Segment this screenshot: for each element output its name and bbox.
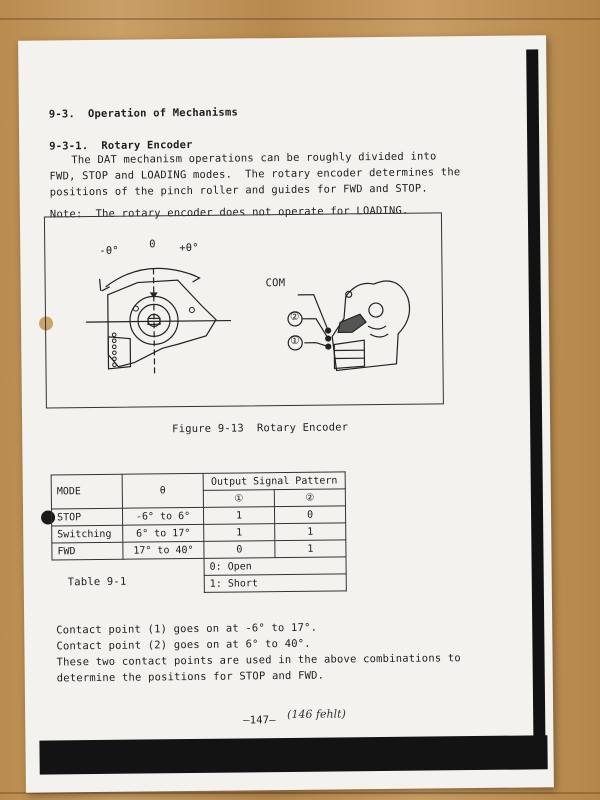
encoder-contact-view [288,281,411,371]
row-c2: 1 [275,523,346,541]
contact-1-label: ① [290,334,300,347]
subsection-heading: 9-3-1. Rotary Encoder [49,138,193,153]
document-page [18,35,554,792]
page-number: —147— [243,714,276,727]
figure-caption: Figure 9-13 Rotary Encoder [172,421,349,436]
section-heading: 9-3. Operation of Mechanisms [48,106,239,121]
pointer-icon [150,292,158,298]
legend-short: 1: Short [204,574,346,592]
row-range: -6° to 6° [122,507,203,525]
contact-2-label: ② [289,310,300,323]
header-contact-2: ② [274,489,345,507]
note-text: Note: The rotary encoder does not operate for LOADING. [49,204,409,221]
header-theta: θ [122,473,203,508]
contact-line-4: determine the positions for STOP and FWD. [56,669,325,685]
contact-line-2: Contact point (2) goes on at 6° to 40°. [56,637,311,653]
header-mode: MODE [51,474,122,509]
figure-frame [44,212,444,408]
contact-line-3: These two contact points are used in the above combinations to [56,652,461,669]
angle-zero-label: 0 [149,238,156,251]
row-range: 6° to 17° [123,524,204,542]
header-contact-1: ① [203,490,274,508]
row-c2: 0 [274,506,345,524]
rotary-encoder-diagram [45,213,443,407]
row-c1: 1 [203,507,274,525]
footer-bar [39,735,547,774]
encoder-front-view [85,268,231,378]
legend-open: 0: Open [204,557,346,575]
row-range: 17° to 40° [123,541,204,559]
binding-strip [526,49,545,751]
body-line-3: positions of the pinch roller and guides for FWD and STOP. [49,182,428,199]
row-mode: FWD [52,542,123,560]
angle-neg-label: -θ° [99,244,119,257]
handwritten-note: (146 fehlt) [287,707,346,722]
contact-line-1: Contact point (1) goes on at -6° to 17°. [56,621,318,637]
body-line-1: The DAT mechanism operations can be roughly divided into [71,150,437,167]
row-mode: Switching [52,525,123,543]
com-label: COM [265,277,286,290]
table-caption: Table 9-1 [67,575,127,589]
angle-pos-label: +θ° [179,241,199,255]
row-mode: STOP [51,508,122,526]
row-c1: 1 [204,524,275,542]
body-line-2: FWD, STOP and LOADING modes. The rotary encoder determines the [49,166,461,183]
row-c2: 1 [275,540,346,558]
row-c1: 0 [204,541,275,559]
header-pattern: Output Signal Pattern [203,472,345,490]
